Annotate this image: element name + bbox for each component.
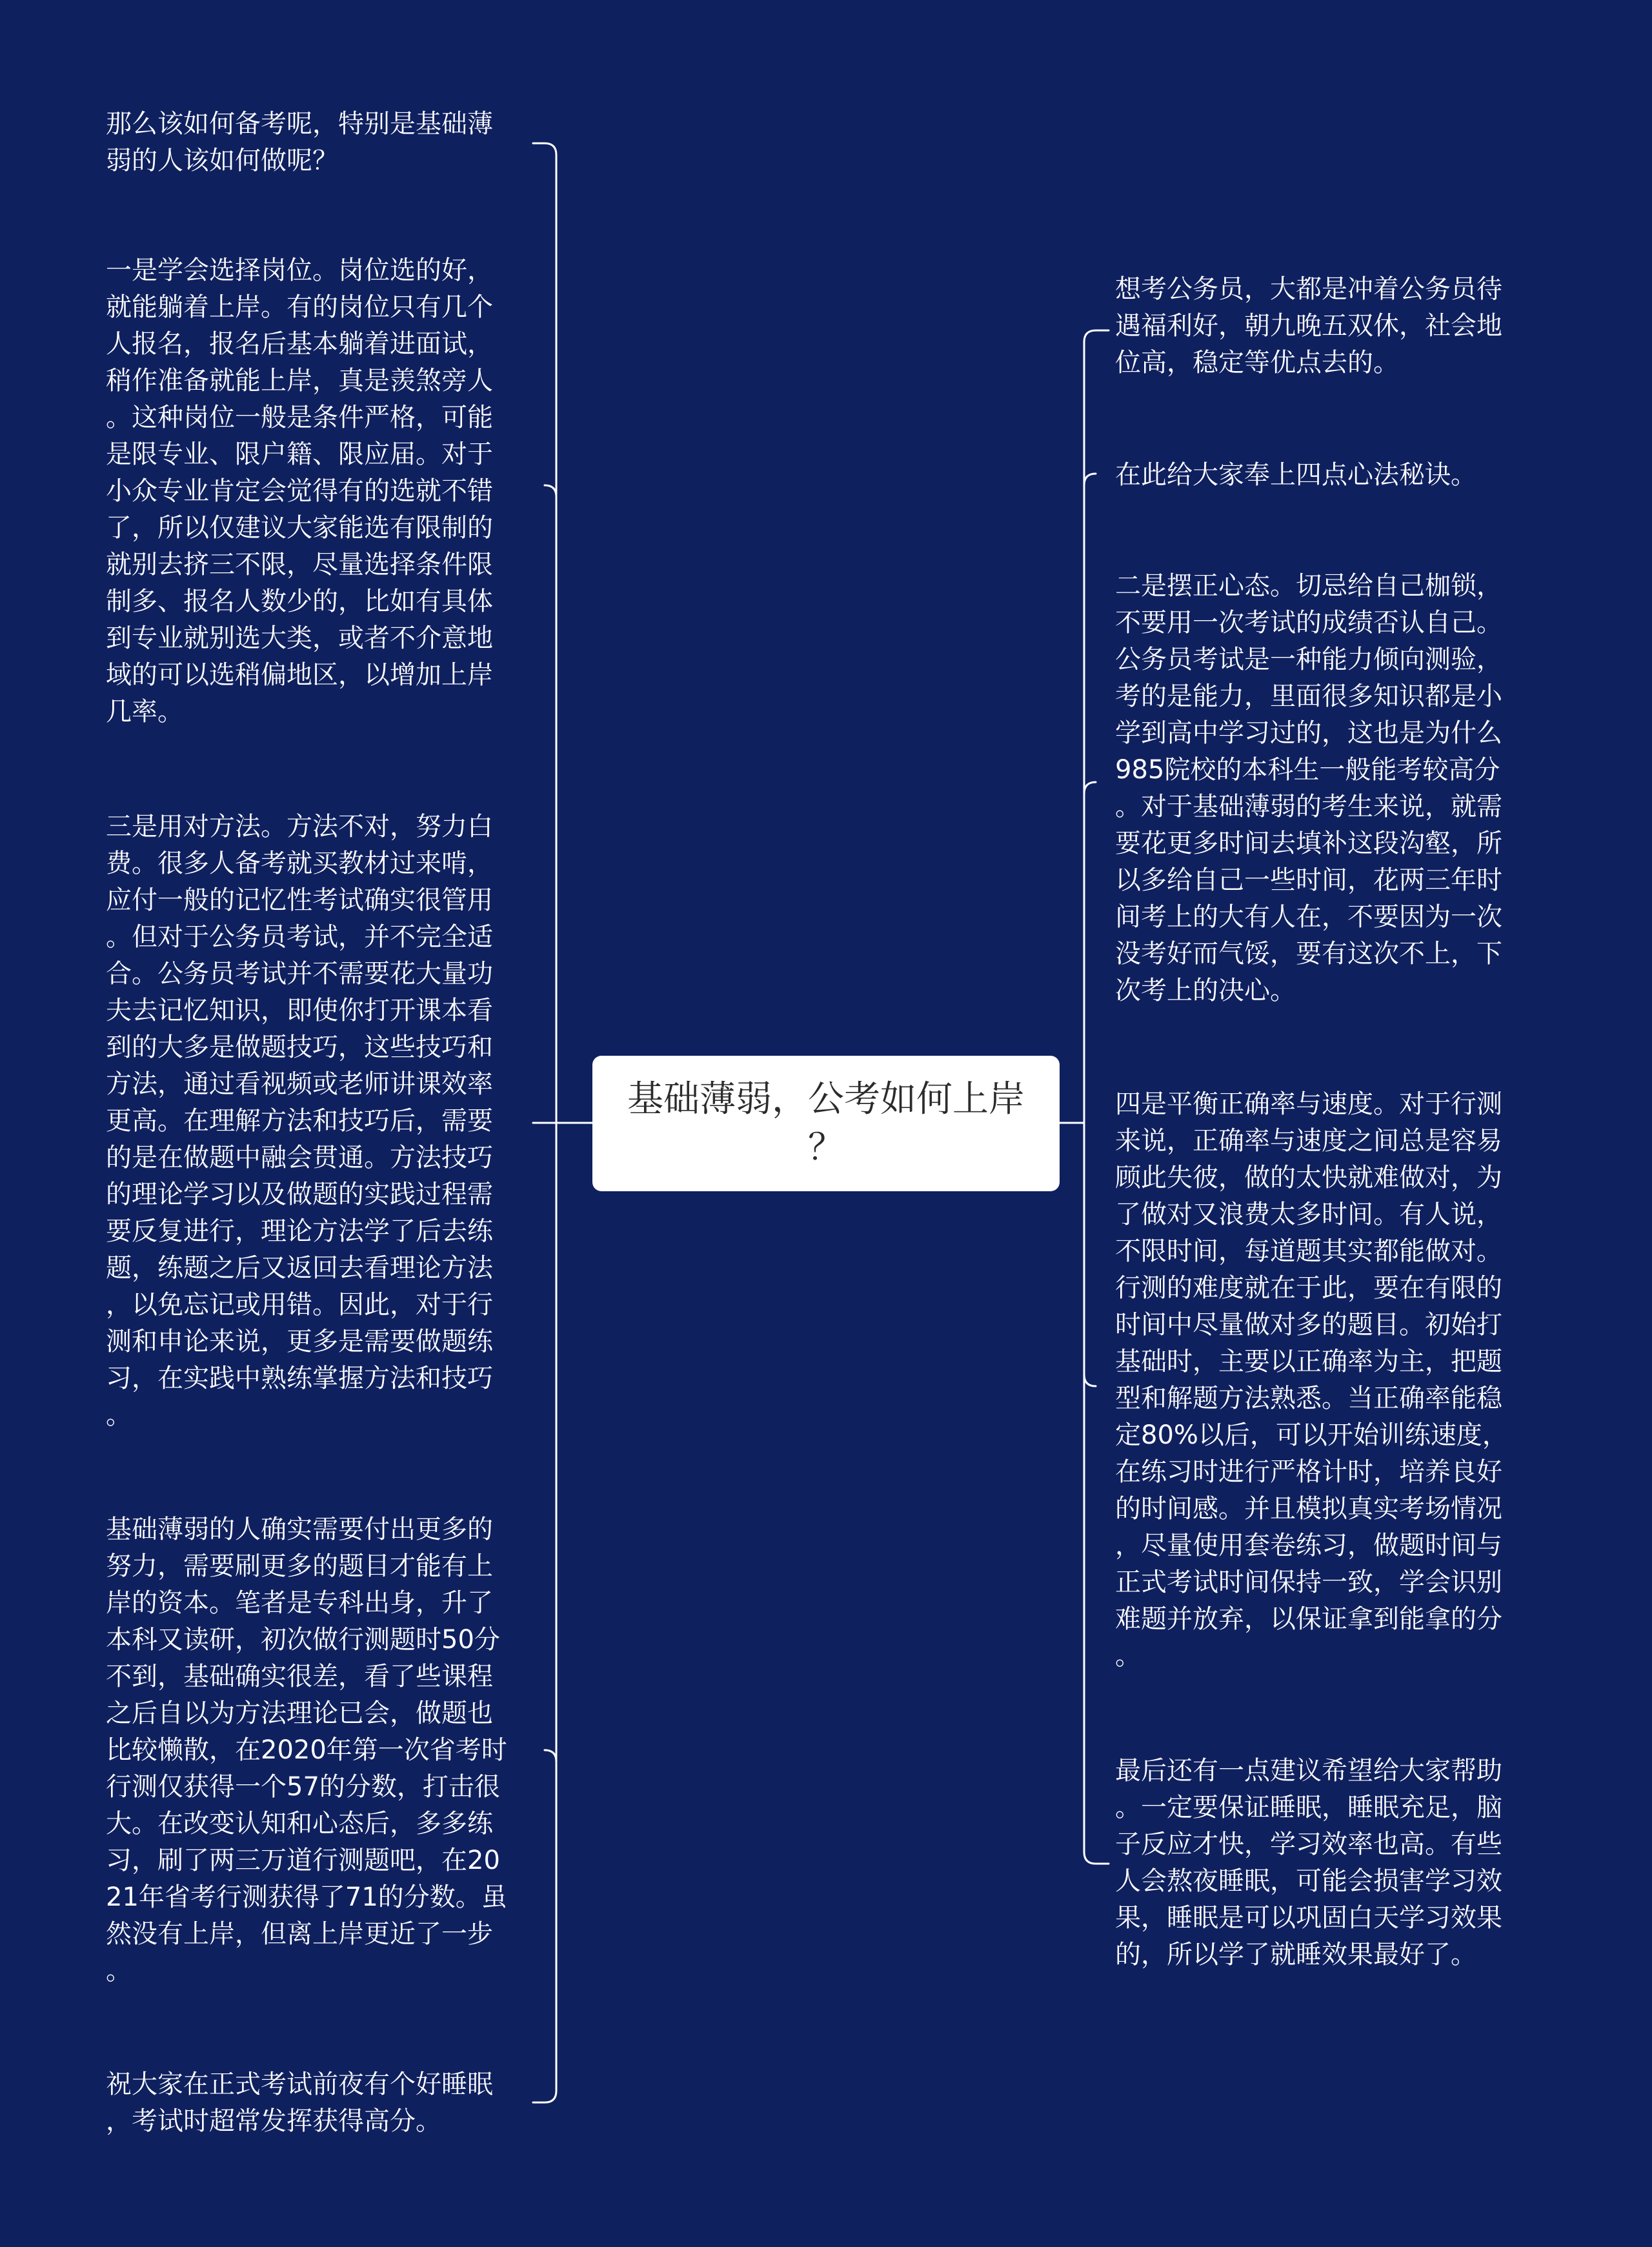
right-brace-top-cap (1084, 330, 1109, 342)
right-tick-2 (1084, 782, 1096, 794)
right-leaf-2: 在此给大家奉上四点心法秘诀。 (1115, 460, 1476, 490)
left-leaf-1: 那么该如何备考呢，特别是基础薄 弱的人该如何做呢？ (106, 109, 493, 176)
left-leaf-2: 一是学会选择岗位。岗位选的好， 就能躺着上岸。有的岗位只有几个 人报名，报名后基本躺着进面试， 稍作准备就能上岸，真是羡煞旁人 。这种岗位一般是条件严格，可能 是限专业、限户籍、限应届。对于 小众专业肯定会觉得有的选就不错 了，所以仅建议大家能选有限制的 就别去挤三不限，尽量选择条件限 制多、报名人数少的，比如有具体 到专业就别选大类，或者不介意地 域的可以选稍偏地区，以增加上岸 几率。 (106, 256, 493, 727)
left-leaf-4: 基础薄弱的人确实需要付出更多的 努力，需要刷更多的题目才能有上 岸的资本。笔者是专科出身，升了 本科又读研，初次做行测题时50分 不到，基础确实很差，看了些课程 之后自以为方法理论已会，做题也 比较懒散，在2020年第一次省考时 行测仅获得一个57的分数，打击很 大。在改变认知和心态后，多多练 习，刷了两三万道行测题吧，在20 21年省考行测获得了71的分数。虽 然没有上岸，但离上岸更近了一步 。 (106, 1515, 507, 1986)
right-leaf-3: 二是摆正心态。切忌给自己枷锁， 不要用一次考试的成绩否认自己。 公务员考试是一种能力倾向测验， 考的是能力，里面很多知识都是小 学到高中学习过的，这也是为什么 985院校的本科生一般能考较高分 。对于基础薄弱的考生来说，就需 要花更多时间去填补这段沟壑，所 以多给自己一些时间，花两三年时 间考上的大有人在，不要因为一次 没考好而气馁，要有这次不上，下 次考上的决心。 (1115, 571, 1502, 1005)
left-tick-3 (545, 1750, 556, 1762)
left-tick-1 (545, 485, 556, 497)
right-leaf-5: 最后还有一点建议希望给大家帮助 。一定要保证睡眠，睡眠充足，脑 子反应才快，学习效率也高。有些 人会熬夜睡眠，可能会损害学习效 果，睡眠是可以巩固白天学习效果 的，所以学了就睡效果最好了。 (1115, 1756, 1502, 1970)
root-node[interactable] (592, 1056, 1060, 1191)
right-leaf-4: 四是平衡正确率与速度。对于行测 来说，正确率与速度之间总是容易 顾此失彼，做的太快就难做对，为 了做对又浪费太多时间。有人说， 不限时间，每道题其实都能做对。 行测的难度就在于此，要在有限的 时间中尽量做对多的题目。初始打 基础时，主要以正确率为主，把题 型和解题方法熟悉。当正确率能稳 定80%以后，可以开始训练速度， 在练习时进行严格计时，培养良好 的时间感。并且模拟真实考场情况 ，尽量使用套卷练习，做题时间与 正式考试时间保持一致，学会识别 难题并放弃，以保证拿到能拿的分 。 (1115, 1089, 1508, 1671)
left-leaf-3: 三是用对方法。方法不对，努力白 费。很多人备考就买教材过来啃， 应付一般的记忆性考试确实很管用 。但对于公务员考试，并不完全适 合。公务员考试并不需要花大量功 夫去记忆知识，即使你打开课本看 到的大多是做题技巧，这些技巧和 方法，通过看视频或老师讲课效率 更高。在理解方法和技巧后，需要 的是在做题中融会贯通。方法技巧 的理论学习以及做题的实践过程需 要反复进行，理论方法学了后去练 题，练题之后又返回去看理论方法 ，以免忘记或用错。因此，对于行 测和申论来说，更多是需要做题练 习，在实践中熟练掌握方法和技巧 。 (106, 812, 493, 1430)
right-brace-bottom-cap (1084, 1852, 1109, 1864)
left-brace-bottom-cap (533, 2091, 556, 2102)
left-leaf-5: 祝大家在正式考试前夜有个好睡眠 ，考试时超常发挥获得高分。 (106, 2070, 493, 2136)
root-node-label: 基础薄弱，公考如何上岸 ？ (627, 1078, 1025, 1169)
right-tick-3 (1084, 1375, 1096, 1386)
left-brace-top-cap (533, 143, 556, 155)
right-leaf-1: 想考公务员，大都是冲着公务员待 遇福利好，朝九晚五双休，社会地 位高，稳定等优点去的。 (1115, 274, 1502, 378)
right-tick-1 (1084, 474, 1096, 485)
